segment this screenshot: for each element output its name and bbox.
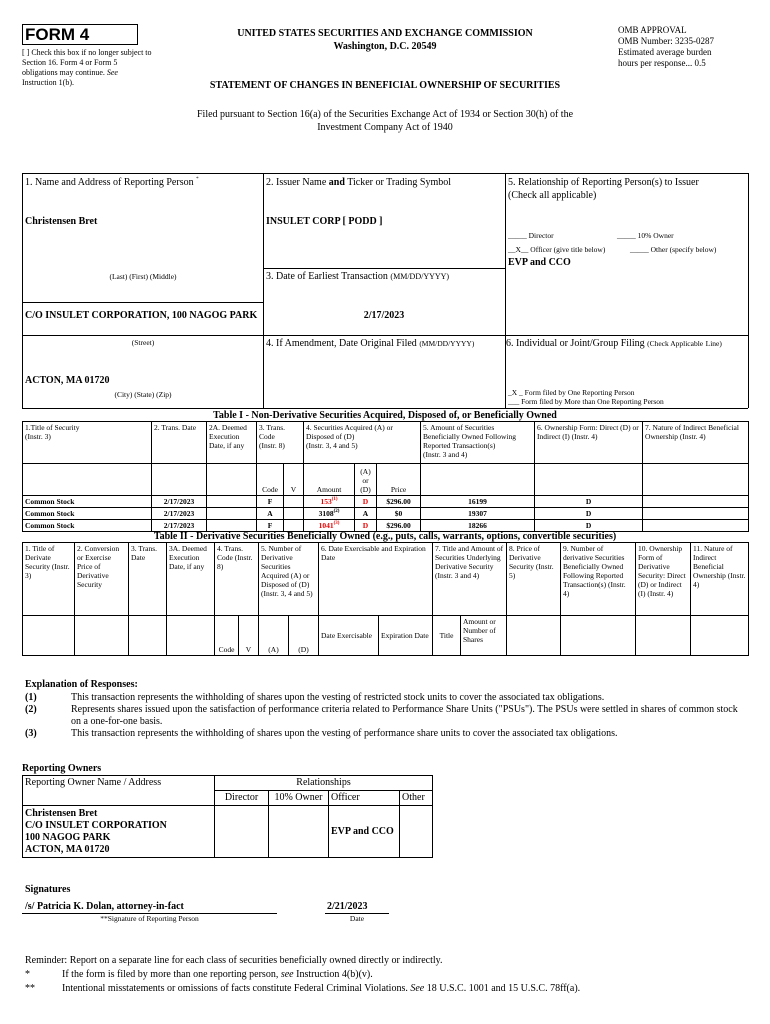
t2-h3a: 3A. Deemed Execution Date, if any — [167, 543, 215, 616]
issuer-name: INSULET CORP [ PODD ] — [266, 216, 383, 227]
owners-table — [22, 775, 433, 858]
omb-approval-block — [618, 25, 758, 69]
t2-h9: 9. Number of derivative Securities Beneficially Owned Following Reported Transaction(s) (Instr. 4) — [561, 543, 636, 616]
t1-r0-footnote[interactable]: (1) — [331, 497, 338, 502]
reporting-person-name: Christensen Bret — [25, 216, 98, 227]
t1-r2-amount: 1041 — [318, 521, 334, 530]
box-grid-bottom — [22, 408, 748, 409]
filed-pursuant-line-1: Filed pursuant to Section 16(a) of the Securities Exchange Act of 1934 or Section 30(h) of the — [196, 109, 574, 120]
box1-star: * — [196, 177, 199, 182]
t1-r2-price: $296.00 — [377, 520, 421, 532]
t2-sub-d: (D) — [289, 616, 319, 656]
t2-h10: 10. Ownership Form of Derivative Security: Direct (D) or Indirect (I) (Instr. 4) — [636, 543, 691, 616]
t1-r1-title: Common Stock — [23, 508, 152, 520]
note-2-see: See — [410, 983, 425, 994]
t2-sub-code: Code — [215, 616, 239, 656]
rel-other: _____ Other (specify below) — [630, 245, 717, 254]
filed-by-more: ___ Form filed by More than One Reporting Person — [508, 397, 664, 406]
explanation-list — [25, 692, 747, 740]
t2-sub-date-ex: Date Exercisable — [319, 616, 379, 656]
owner-name: Christensen Bret — [25, 807, 98, 819]
t2-h2: 2. Conversion or Exercise Price of Derivative Security — [75, 543, 129, 616]
filed-by-one: _X _ Form filed by One Reporting Person — [508, 388, 635, 397]
table1-title: Table I - Non-Derivative Securities Acquired, Disposed of, or Beneficially Owned — [213, 410, 557, 421]
footnote-star-1 — [25, 969, 745, 981]
note-1-see: see — [280, 969, 294, 980]
t2-h3: 3. Trans. Date — [129, 543, 167, 616]
t1-r2-code: F — [257, 520, 284, 532]
box3-label: 3. Date of Earliest Transaction — [266, 271, 388, 282]
box5-label-1: 5. Relationship of Reporting Person(s) to Issuer — [508, 177, 699, 188]
filed-pursuant-line-2: Investment Company Act of 1940 — [317, 122, 453, 133]
reminder: Reminder: Report on a separate line for each class of securities beneficially owned directly or indirectly. — [25, 955, 443, 966]
explanation-text-3: This transaction represents the withholding of shares upon the vesting of performance share units to cover the associated tax obligations. — [71, 728, 618, 739]
explanation-text-2: Represents shares issued upon the satisfaction of performance criteria related to Performance Share Units ("PSUs"). The PSUs were settled in shares of common stock on a one-for-one basis. — [71, 704, 738, 727]
name-parts-label: (Last) (First) (Middle) — [109, 272, 177, 281]
form-title-box — [22, 24, 138, 45]
table-row — [23, 520, 749, 532]
omb-approval: OMB APPROVAL — [618, 25, 687, 35]
box2-label-and: and — [328, 177, 345, 188]
t1-r0-amount-cell — [304, 496, 355, 508]
t1-r1-ad: A — [355, 508, 377, 520]
instruction-ref: Instruction 1(b). — [22, 78, 74, 87]
t1-h2a: 2A. Deemed Execution Date, if any — [207, 422, 257, 464]
box1-label-row — [25, 177, 199, 189]
t1-r1-amount-cell — [304, 508, 355, 520]
owner-addr-2: 100 NAGOG PARK — [25, 831, 111, 843]
city-label: (City) (State) (Zip) — [114, 390, 172, 399]
t1-r1-price: $0 — [377, 508, 421, 520]
t1-r1-code: A — [257, 508, 284, 520]
table-row — [23, 806, 433, 858]
star-2: ** — [25, 983, 35, 994]
explanation-heading: Explanation of Responses: — [25, 679, 138, 690]
t2-h7: 7. Title and Amount of Securities Underlying Derivative Security (Instr. 3 and 4) — [433, 543, 507, 616]
explanation-item — [25, 692, 747, 704]
t1-r0-date: 2/17/2023 — [152, 496, 207, 508]
note-2-a: Intentional misstatements or omissions of facts constitute Federal Criminal Violations. — [62, 983, 408, 994]
see-word: See — [106, 68, 118, 77]
note-1-b: Instruction 4(b)(v). — [296, 969, 373, 980]
box1-city-line — [22, 335, 264, 336]
signer-label: **Signature of Reporting Person — [100, 914, 199, 923]
t2-sub-a: (A) — [259, 616, 289, 656]
box5-label-2: (Check all applicable) — [508, 190, 597, 201]
t1-r2-date: 2/17/2023 — [152, 520, 207, 532]
t1-sub-price: Price — [377, 464, 421, 496]
signature-date: 2/21/2023 — [327, 901, 368, 912]
t1-r0-title: Common Stock — [23, 496, 152, 508]
t1-sub-amount: Amount — [304, 464, 355, 496]
t1-h5: 5. Amount of Securities Beneficially Owned Following Reported Transaction(s) (Instr. 3 and 4) — [421, 422, 535, 464]
table-row — [23, 496, 749, 508]
footnote-star-2 — [25, 983, 745, 995]
t1-r0-price: $296.00 — [377, 496, 421, 508]
t2-h11: 11. Nature of Indirect Beneficial Ownership (Instr. 4) — [691, 543, 749, 616]
rel-ten-percent: _____ 10% Owner — [617, 231, 674, 240]
t1-sub-code: Code — [257, 464, 284, 496]
owner-officer-title: EVP and CCO — [329, 806, 400, 858]
t1-r0-code: F — [257, 496, 284, 508]
explanation-item — [25, 728, 747, 740]
agency-location: Washington, D.C. 20549 — [333, 41, 437, 52]
date-label: Date — [349, 914, 365, 923]
street-label: (Street) — [131, 338, 155, 347]
table2-title: Table II - Derivative Securities Beneficially Owned (e.g., puts, calls, warrants, options, convertible securities) — [153, 531, 617, 542]
owner-addr-3: ACTON, MA 01720 — [25, 843, 110, 855]
box3-label-row — [266, 271, 449, 283]
t1-h3: 3. Trans. Code (Instr. 8) — [257, 422, 304, 464]
t2-h4: 4. Trans. Code (Instr. 8) — [215, 543, 259, 616]
t1-sub-ad: (A) or (D) — [355, 464, 377, 496]
t1-r2-footnote[interactable]: (3) — [333, 521, 340, 526]
t2-sub-exp: Expiration Date — [379, 616, 433, 656]
box-grid-right — [748, 173, 749, 408]
box6-label-line: Line) — [705, 339, 722, 348]
t1-r0-owned: 16199 — [421, 496, 535, 508]
agency-name: UNITED STATES SECURITIES AND EXCHANGE COMMISSION — [237, 28, 533, 39]
t1-h6: 6. Ownership Form: Direct (D) or Indirect (I) (Instr. 4) — [535, 422, 643, 464]
t1-r2-amount-cell — [304, 520, 355, 532]
box4-label-row — [266, 338, 504, 350]
earliest-transaction-date: 2/17/2023 — [363, 310, 405, 321]
box4-label: 4. If Amendment, Date Original Filed — [266, 338, 417, 349]
rel-officer: __X__ Officer (give title below) — [508, 245, 606, 254]
omb-burden: Estimated average burden — [618, 47, 712, 57]
box6-label-row — [506, 338, 746, 350]
t2-h8: 8. Price of Derivative Security (Instr. 5) — [507, 543, 561, 616]
explanation-text-1: This transaction represents the withholding of shares upon the vesting of restricted stock units to cover the associated tax obligations. — [71, 692, 605, 703]
owner-addr-1: C/O INSULET CORPORATION — [25, 819, 167, 831]
box-grid-divider-2 — [505, 173, 506, 408]
table-row — [23, 508, 749, 520]
box6-label: 6. Individual or Joint/Group Filing — [506, 338, 645, 349]
owners-heading: Reporting Owners — [22, 763, 102, 774]
box1-street-line — [22, 302, 264, 303]
no-longer-subject-text: [ ] Check this box if no longer subject to Section 16. Form 4 or Form 5 obligations may continue. — [22, 48, 152, 77]
explanation-item — [25, 704, 747, 728]
box-grid-left — [22, 173, 23, 408]
owners-col-director: Director — [215, 791, 269, 806]
omb-hours: hours per response... 0.5 — [618, 58, 706, 68]
note-1-a: If the form is filed by more than one reporting person, — [62, 969, 279, 980]
star-1: * — [25, 969, 30, 980]
explanation-num-2: (2) — [25, 704, 37, 715]
box1-label: 1. Name and Address of Reporting Person — [25, 177, 194, 188]
t1-r2-ad: D — [355, 520, 377, 532]
reporting-street: C/O INSULET CORPORATION, 100 NAGOG PARK — [25, 310, 258, 321]
t1-sub-v: V — [284, 464, 304, 496]
officer-title: EVP and CCO — [508, 257, 571, 268]
t2-sub-amount: Amount or Number of Shares — [461, 616, 507, 656]
form-title: FORM 4 — [25, 25, 90, 44]
no-longer-subject-note — [22, 48, 152, 88]
t1-r1-amount: 3108 — [318, 509, 334, 518]
t1-h7: 7. Nature of Indirect Beneficial Ownership (Instr. 4) — [643, 422, 749, 464]
box2-label — [266, 177, 451, 189]
t1-r1-owned: 19307 — [421, 508, 535, 520]
t2-h5: 5. Number of Derivative Securities Acquired (A) or Disposed of (D) (Instr. 3, 4 and 5) — [259, 543, 319, 616]
box-grid-divider-1 — [263, 173, 264, 408]
owner-address-cell — [23, 806, 215, 858]
box2-label-b: Ticker or Trading Symbol — [347, 177, 452, 188]
box3-bottom-line — [263, 335, 748, 336]
t1-r0-form: D — [535, 496, 643, 508]
owners-col-other: Other — [400, 791, 433, 806]
box6-label-small: (Check Applicable — [647, 339, 704, 348]
t1-r2-form: D — [535, 520, 643, 532]
t1-h2: 2. Trans. Date — [152, 422, 207, 464]
explanation-num-1: (1) — [25, 692, 37, 703]
t1-r1-date: 2/17/2023 — [152, 508, 207, 520]
t1-r0-amount: 153 — [320, 497, 332, 506]
signatures-heading: Signatures — [25, 884, 71, 895]
reporting-city: ACTON, MA 01720 — [25, 375, 110, 386]
t2-h1: 1. Title of Derivate Security (Instr. 3) — [23, 543, 75, 616]
owners-col-rel: Relationships — [215, 776, 433, 791]
statement-title: STATEMENT OF CHANGES IN BENEFICIAL OWNERSHIP OF SECURITIES — [209, 80, 561, 91]
t1-h1: 1.Title of Security (Instr. 3) — [23, 422, 152, 464]
explanation-num-3: (3) — [25, 728, 37, 739]
t2-h6: 6. Date Exercisable and Expiration Date — [319, 543, 433, 616]
t1-r1-footnote[interactable]: (2) — [333, 509, 340, 514]
box3-format: (MM/DD/YYYY) — [390, 272, 450, 281]
t1-r2-title: Common Stock — [23, 520, 152, 532]
omb-number: OMB Number: 3235-0287 — [618, 36, 714, 46]
box4-format: (MM/DD/YYYY) — [419, 339, 475, 348]
table1 — [22, 421, 749, 532]
t2-sub-v: V — [239, 616, 259, 656]
owners-col-ten: 10% Owner — [269, 791, 329, 806]
signer-name: /s/ Patricia K. Dolan, attorney-in-fact — [25, 901, 184, 912]
box2-bottom-line — [263, 268, 505, 269]
note-2-b: 18 U.S.C. 1001 and 15 U.S.C. 78ff(a). — [426, 983, 581, 994]
box2-label-a: 2. Issuer Name — [266, 177, 327, 188]
t1-h4: 4. Securities Acquired (A) or Disposed of (D) (Instr. 3, 4 and 5) — [304, 422, 421, 464]
owners-col-name: Reporting Owner Name / Address — [23, 776, 215, 806]
rel-director: _____ Director — [508, 231, 554, 240]
t1-r1-form: D — [535, 508, 643, 520]
t1-r0-ad: D — [355, 496, 377, 508]
box-grid-top — [22, 173, 748, 174]
owners-col-officer: Officer — [329, 791, 400, 806]
table2 — [22, 542, 749, 656]
t2-sub-title: Title — [433, 616, 461, 656]
t1-r2-owned: 18266 — [421, 520, 535, 532]
